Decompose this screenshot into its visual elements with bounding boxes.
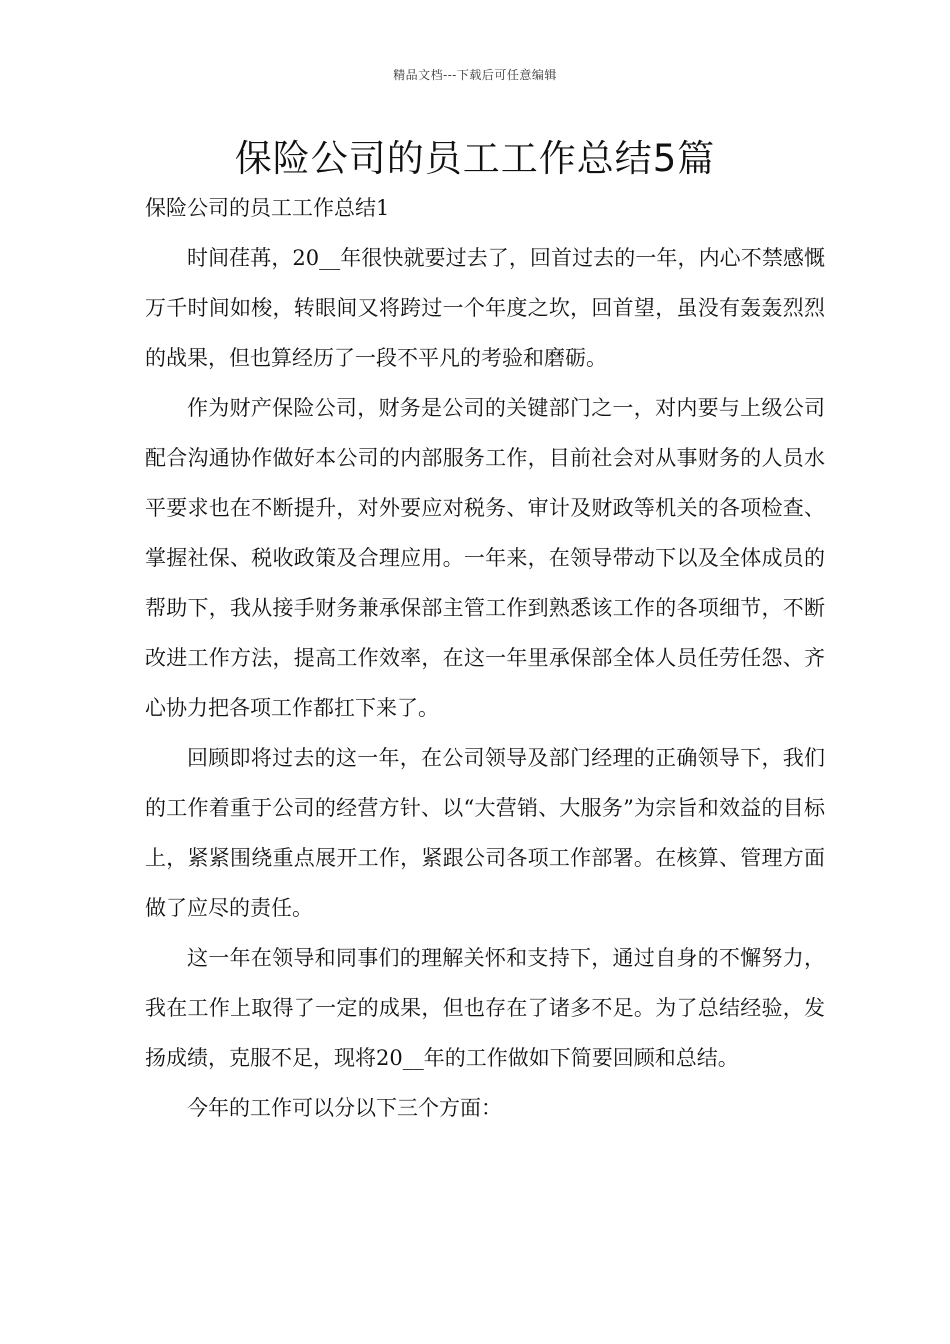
paragraph-2: 作为财产保险公司，财务是公司的关键部门之一，对内要与上级公司配合沟通协作做好本公司的内部服务工作，目前社会对从事财务的人员水平要求也在不断提升，对外要应对税务、审计及财政等机关的各项检查、掌握社保、税收政策及合理应用。一年来，在领导带动下以及全体成员的帮助下，我从接手财务兼承保部主管工作到熟悉该工作的各项细节，不断改进工作方法，提高工作效率，在这一年里承保部全体人员任劳任怨、齐心协力把各项工作都扛下来了。 <box>145 396 825 720</box>
paragraph-5: 今年的工作可以分以下三个方面： <box>187 1096 502 1120</box>
section-subtitle: 保险公司的员工工作总结1 <box>145 196 390 220</box>
document-title: 保险公司的员工工作总结5篇 <box>234 137 716 180</box>
header-note: 精品文档---下载后可任意编辑 <box>393 68 557 82</box>
paragraph-1: 时间荏苒，20__年很快就要过去了，回首过去的一年，内心不禁感慨万千时间如梭，转眼间又将跨过一个年度之坎，回首望，虽没有轰轰烈烈的战果，但也算经历了一段不平凡的考验和磨砺。 <box>145 246 825 370</box>
paragraph-4: 这一年在领导和同事们的理解关怀和支持下，通过自身的不懈努力，我在工作上取得了一定的成果，但也存在了诸多不足。为了总结经验，发扬成绩，克服不足，现将20__年的工作做如下简要回顾和总结。 <box>145 946 825 1070</box>
paragraph-3: 回顾即将过去的这一年，在公司领导及部门经理的正确领导下，我们的工作着重于公司的经营方针、以“大营销、大服务”为宗旨和效益的目标上，紧紧围绕重点展开工作，紧跟公司各项工作部署。在核算、管理方面做了应尽的责任。 <box>145 746 825 920</box>
document-body <box>145 183 825 1133</box>
